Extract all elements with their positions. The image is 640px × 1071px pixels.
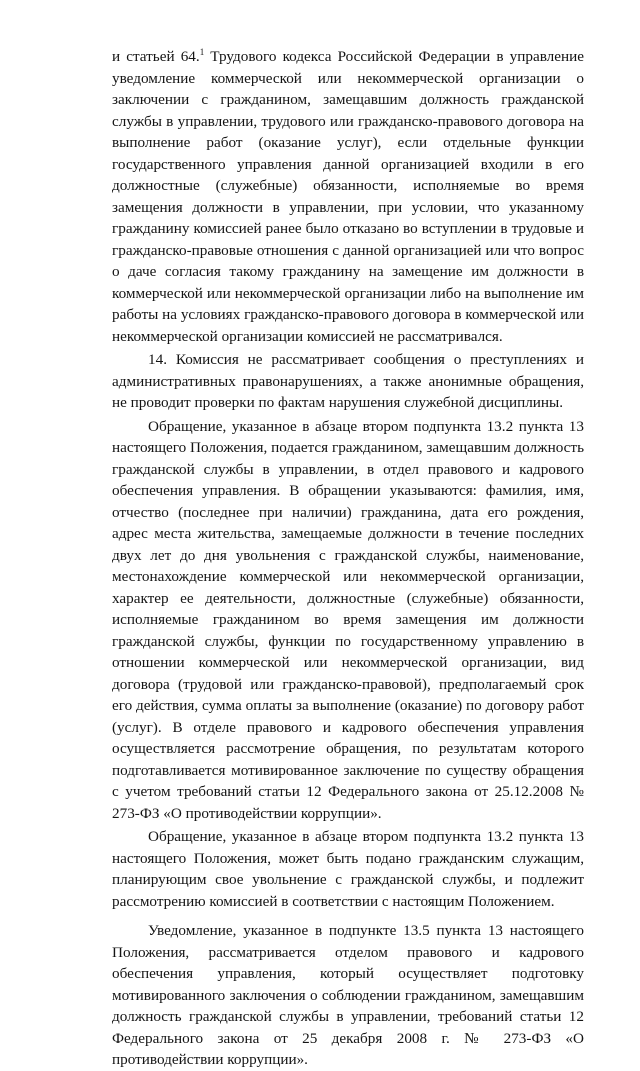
paragraph-item-14: 14. Комиссия не рассматривает сообщения о преступлениях и административных правонарушениях, а также анонимные обращения, не проводит проверки по фактам нарушения служебной дисциплины. — [112, 351, 584, 411]
document-body — [112, 46, 584, 1071]
footnote-superscript: 1 — [199, 47, 205, 57]
paragraph-continuation-rest: Трудового кодекса Российской Федерации в управление уведомление коммерческой или некоммерческой организации о заключении с гражданином, замещавшим должность гражданской службы в управлении, трудового или гражданско-правового договора на выполнение работ (оказание услуг), если отдельные функции государственного управления данной организацией входили в его должностные (служебные) обязанности, исполняемые во время замещения должности в управлении, при условии, что указанному гражданину комиссией ранее было отказано во вступлении в трудовые и гражданско-правовые отношения с данной организацией или что вопрос о даче согласия такому гражданину на замещение им должности в коммерческой или некоммерческой организации либо на выполнение им работы на условиях гражданско-правового договора в коммерческой или некоммерческой организации комиссией не рассматривался. — [112, 48, 584, 345]
paragraph-appeal-by-civil-servant: Обращение, указанное в абзаце втором подпункта 13.2 пункта 13 настоящего Положения, может быть подано гражданским служащим, планирующим свое увольнение с гражданской службы, и подлежит рассмотрению комиссией в соответствии с настоящим Положением. — [112, 828, 584, 910]
paragraph-appeal-submission: Обращение, указанное в абзаце втором подпункта 13.2 пункта 13 настоящего Положения, подается гражданином, замещавшим должность гражданской службы в управлении, в отдел правового и кадрового обеспечения управления. В обращении указываются: фамилия, имя, отчество (последнее при наличии) гражданина, дата его рождения, адрес места жительства, замещаемые должности в течение последних двух лет до дня увольнения с гражданской службы, наименование, местонахождение коммерческой или некоммерческой организации, характер ее деятельности, должностные (служебные) обязанности, исполняемые гражданином во время замещения им должности гражданской службы, функции по государственному управлению в отношении коммерческой или некоммерческой организации, вид договора (трудовой или гражданско-правовой), предполагаемый срок его действия, сумма оплаты за выполнение (оказание) по договору работ (услуг). В отделе правового и кадрового обеспечения управления осуществляется рассмотрение обращения, по результатам которого подготавливается мотивированное заключение по существу обращения с учетом требований статьи 12 Федерального закона от 25.12.2008 № 273-ФЗ «О противодействии коррупции». — [112, 417, 584, 822]
paragraph-notification-review: Уведомление, указанное в подпункте 13.5 пункта 13 настоящего Положения, рассматривается отделом правового и кадрового обеспечения управления, который осуществляет подготовку мотивированного заключения о соблюдении гражданином, замещавшим должность гражданской службы в управлении, требований статьи 12 Федерального закона от 25 декабря 2008 г. № 273-ФЗ «О противодействии коррупции». — [112, 922, 584, 1068]
paragraph-continuation — [112, 46, 584, 347]
paragraph-continuation-start: и статьей 64. — [112, 48, 200, 65]
